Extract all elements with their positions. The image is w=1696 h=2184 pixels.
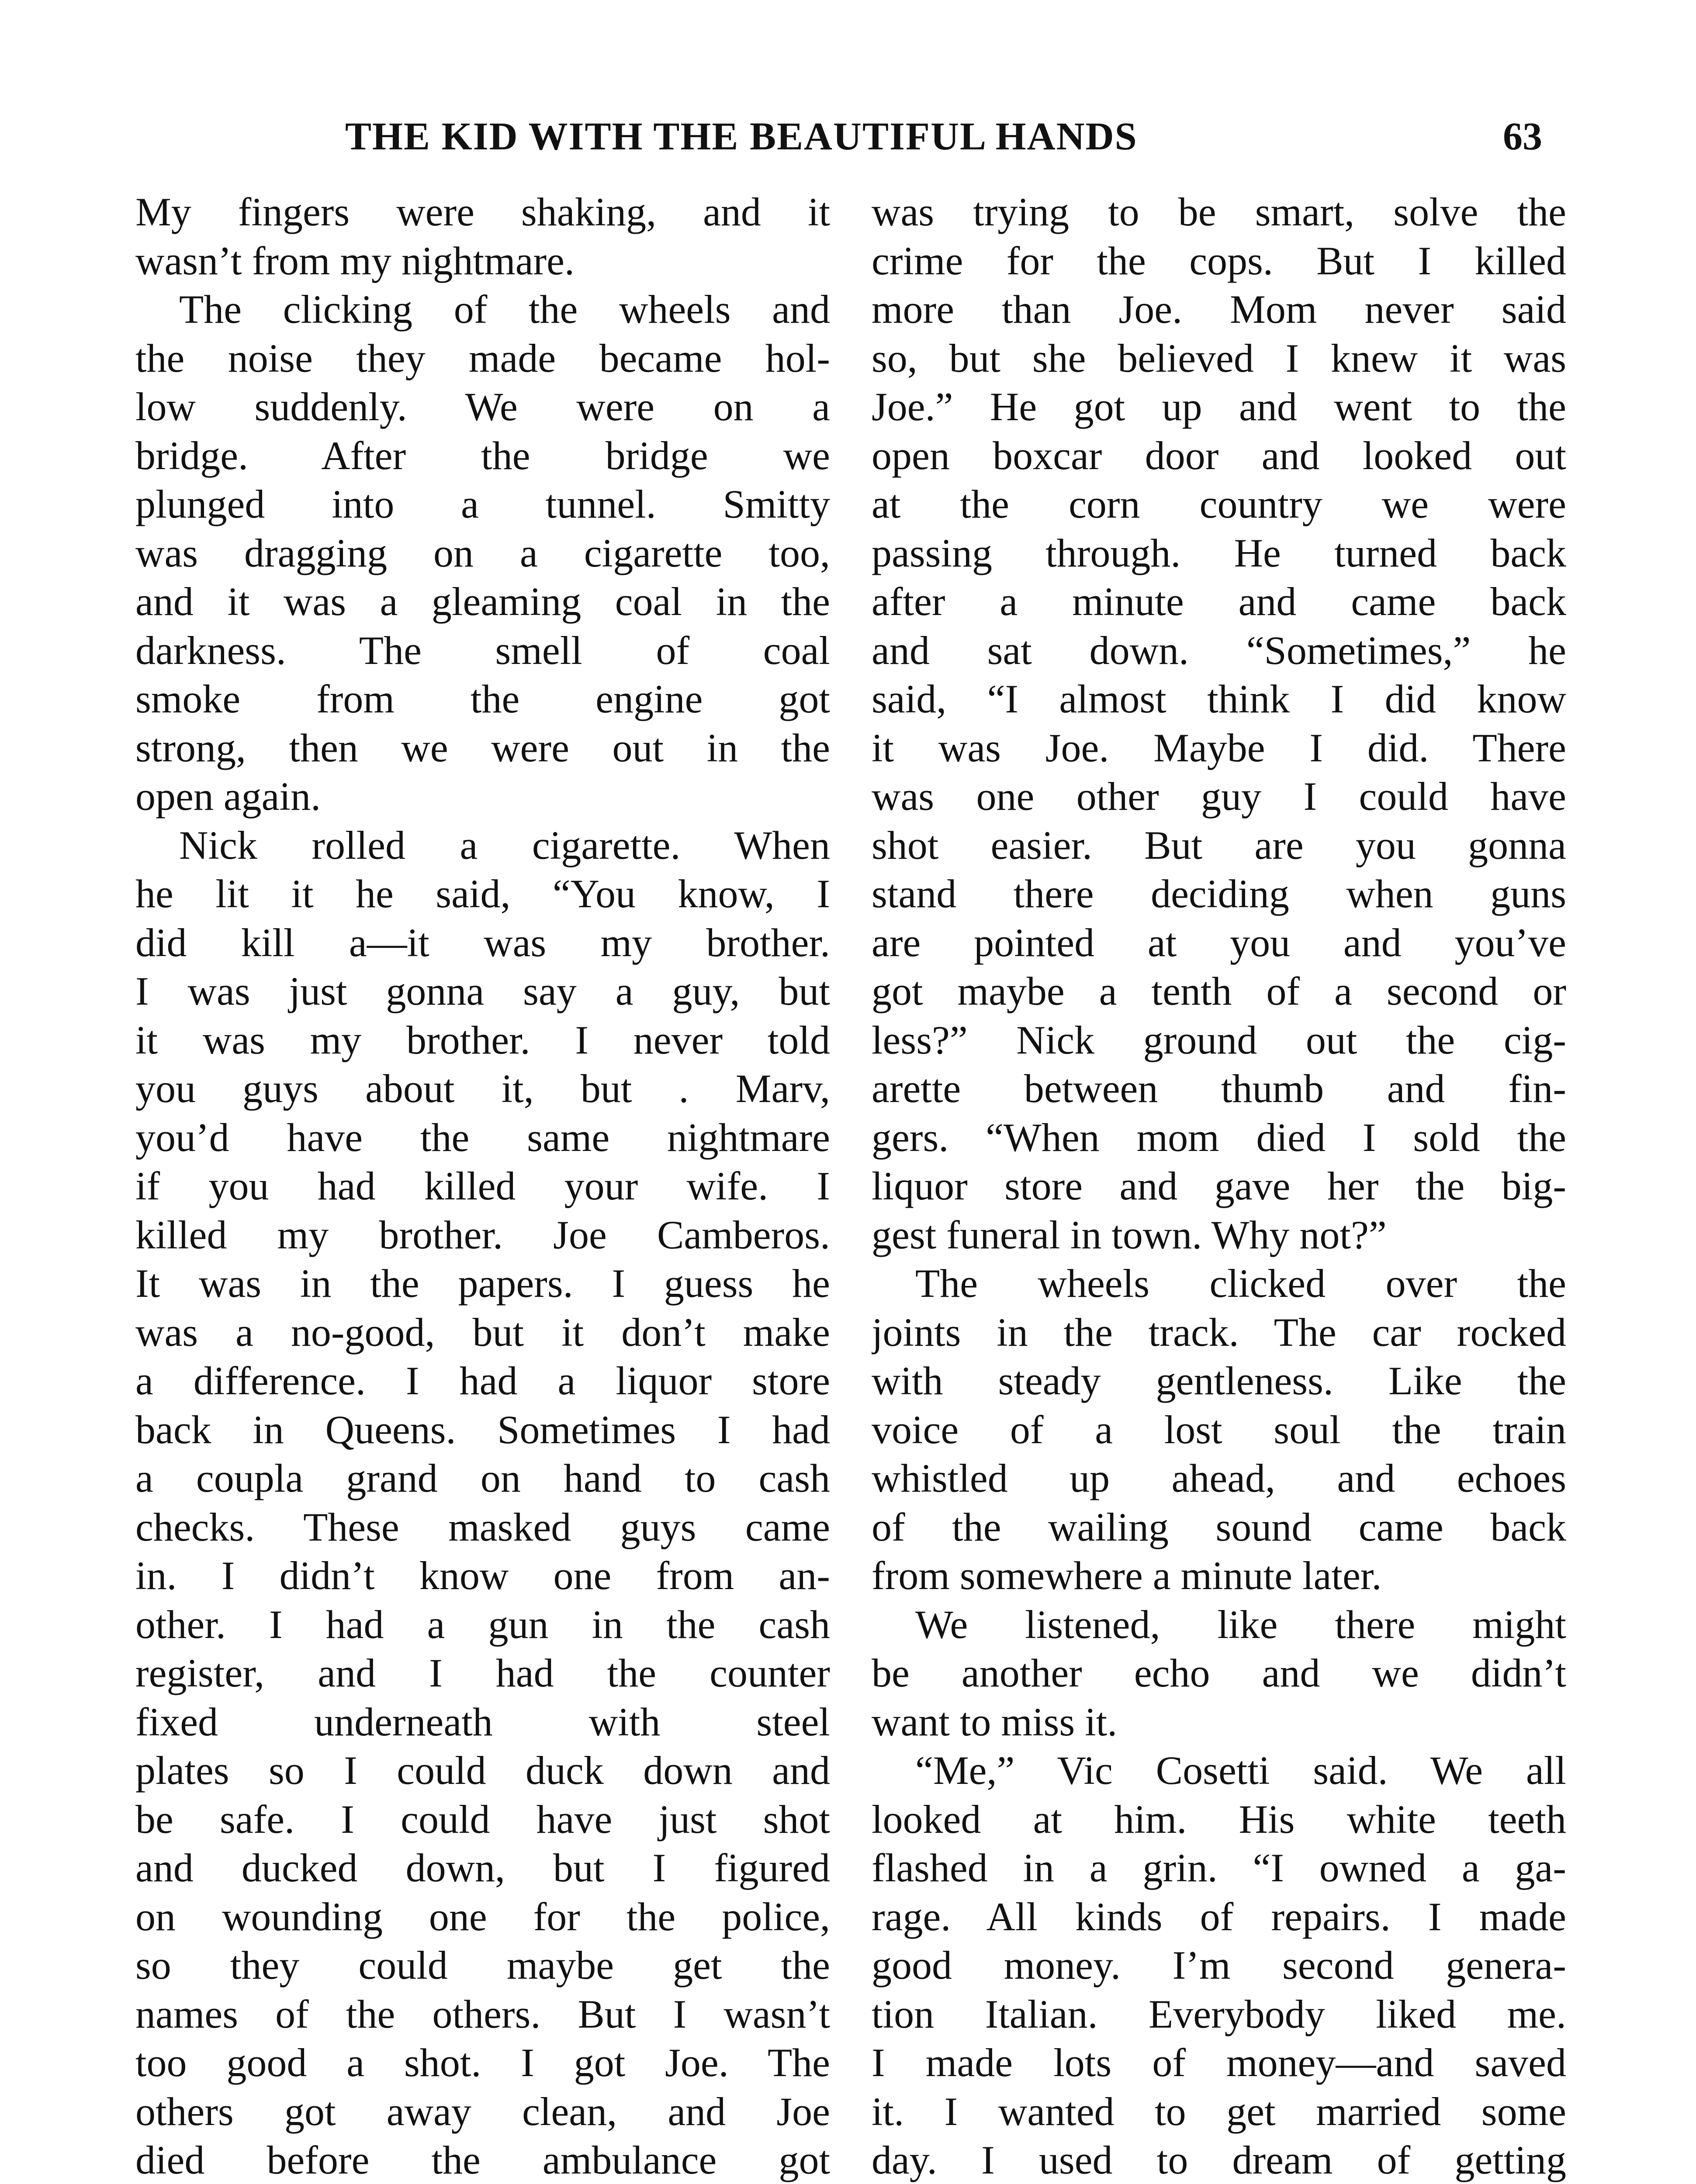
text-line: other. I had a gun in the cash <box>135 1602 830 1647</box>
text-line: at the corn country we were <box>872 482 1566 526</box>
text-line: darkness. The smell of coal <box>135 628 830 673</box>
text-line: gest funeral in town. Why not?” <box>872 1212 1387 1257</box>
text-line: We listened, like there might <box>915 1602 1566 1647</box>
text-line: so, but she believed I knew it was <box>872 335 1566 380</box>
text-line: liquor store and gave her the big- <box>872 1164 1566 1208</box>
text-line: strong, then we were out in the <box>135 725 830 770</box>
text-line: on wounding one for the police, <box>135 1894 830 1939</box>
text-line: said, “I almost think I did know <box>872 677 1566 721</box>
text-line: looked at him. His white teeth <box>872 1797 1566 1842</box>
text-line: the noise they made became hol- <box>135 335 830 380</box>
text-line: died before the ambulance got <box>135 2138 830 2182</box>
text-line: checks. These masked guys came <box>135 1504 830 1549</box>
text-line: with steady gentleness. Like the <box>872 1358 1566 1403</box>
text-line: names of the others. But I wasn’t <box>135 1991 830 2036</box>
text-line: good money. I’m second genera- <box>872 1943 1566 1987</box>
text-line: was dragging on a cigarette too, <box>135 530 830 575</box>
text-line: want to miss it. <box>872 1699 1118 1744</box>
text-line: and ducked down, but I figured <box>135 1845 830 1890</box>
text-line: of the wailing sound came back <box>872 1504 1566 1549</box>
text-line: in. I didn’t know one from an- <box>135 1553 830 1598</box>
text-line: it. I wanted to get married some <box>872 2089 1566 2134</box>
text-line: Joe.” He got up and went to the <box>872 384 1566 429</box>
text-line: day. I used to dream of getting <box>872 2138 1566 2182</box>
text-line: open boxcar door and looked out <box>872 433 1566 478</box>
text-line: “Me,” Vic Cosetti said. We all <box>915 1748 1566 1793</box>
text-line: Nick rolled a cigarette. When <box>179 822 830 867</box>
text-line: stand there deciding when guns <box>872 871 1566 916</box>
text-line: others got away clean, and Joe <box>135 2089 830 2134</box>
text-line: gers. “When mom died I sold the <box>872 1115 1566 1160</box>
text-line: It was in the papers. I guess he <box>135 1261 830 1306</box>
text-line: be another echo and we didn’t <box>872 1651 1566 1695</box>
text-line: and sat down. “Sometimes,” he <box>872 628 1566 673</box>
text-line: you’d have the same nightmare <box>135 1115 830 1160</box>
text-line: so they could maybe get the <box>135 1943 830 1987</box>
right-text-column <box>872 188 1566 2184</box>
text-line: crime for the cops. But I killed <box>872 238 1566 283</box>
text-line: open again. <box>135 774 321 819</box>
text-line: smoke from the engine got <box>135 677 830 721</box>
text-line: The clicking of the wheels and <box>179 287 830 332</box>
text-line: joints in the track. The car rocked <box>872 1310 1566 1355</box>
text-line: wasn’t from my nightmare. <box>135 238 575 283</box>
text-line: you guys about it, but . Marv, <box>135 1066 830 1111</box>
text-line: less?” Nick ground out the cig- <box>872 1017 1566 1062</box>
text-line: was one other guy I could have <box>872 774 1566 819</box>
text-line: killed my brother. Joe Camberos. <box>135 1212 830 1257</box>
text-line: are pointed at you and you’ve <box>872 920 1566 965</box>
text-line: did kill a—it was my brother. <box>135 920 830 965</box>
text-line: passing through. He turned back <box>872 530 1566 575</box>
text-line: and it was a gleaming coal in the <box>135 579 830 624</box>
text-line: tion Italian. Everybody liked me. <box>872 1991 1566 2036</box>
text-line: arette between thumb and fin- <box>872 1066 1566 1111</box>
text-line: was a no-good, but it don’t make <box>135 1310 830 1355</box>
text-line: a coupla grand on hand to cash <box>135 1456 830 1500</box>
text-line: he lit it he said, “You know, I <box>135 871 830 916</box>
text-line: voice of a lost soul the train <box>872 1407 1566 1452</box>
text-line: plunged into a tunnel. Smitty <box>135 482 830 526</box>
text-line: more than Joe. Mom never said <box>872 287 1566 332</box>
text-line: got maybe a tenth of a second or <box>872 969 1566 1013</box>
left-text-column <box>135 188 830 2184</box>
text-line: My fingers were shaking, and it <box>135 190 830 234</box>
text-line: I made lots of money—and saved <box>872 2040 1566 2085</box>
text-line: after a minute and came back <box>872 579 1566 624</box>
text-line: be safe. I could have just shot <box>135 1797 830 1842</box>
text-line: flashed in a grin. “I owned a ga- <box>872 1845 1566 1890</box>
text-line: low suddenly. We were on a <box>135 384 830 429</box>
text-line: shot easier. But are you gonna <box>872 822 1566 867</box>
text-line: plates so I could duck down and <box>135 1748 830 1793</box>
text-line: too good a shot. I got Joe. The <box>135 2040 830 2085</box>
text-line: if you had killed your wife. I <box>135 1164 830 1208</box>
text-line: it was Joe. Maybe I did. There <box>872 725 1566 770</box>
text-line: The wheels clicked over the <box>915 1261 1566 1306</box>
text-line: was trying to be smart, solve the <box>872 190 1566 234</box>
text-line: bridge. After the bridge we <box>135 433 830 478</box>
text-line: a difference. I had a liquor store <box>135 1358 830 1403</box>
text-line: it was my brother. I never told <box>135 1017 830 1062</box>
text-line: rage. All kinds of repairs. I made <box>872 1894 1566 1939</box>
running-head-title: THE KID WITH THE BEAUTIFUL HANDS <box>345 115 1138 158</box>
text-line: fixed underneath with steel <box>135 1699 830 1744</box>
text-line: whistled up ahead, and echoes <box>872 1456 1566 1500</box>
text-line: register, and I had the counter <box>135 1651 830 1695</box>
text-line: back in Queens. Sometimes I had <box>135 1407 830 1452</box>
page-number: 63 <box>1503 115 1542 158</box>
text-line: from somewhere a minute later. <box>872 1553 1382 1598</box>
text-line: I was just gonna say a guy, but <box>135 969 830 1013</box>
